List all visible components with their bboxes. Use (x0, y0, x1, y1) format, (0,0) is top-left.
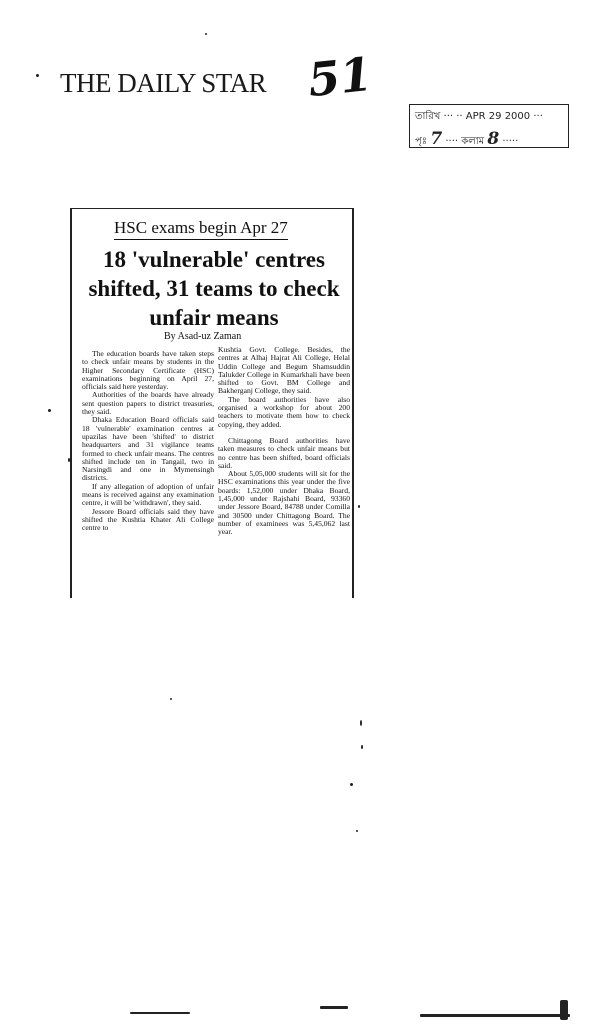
scan-speck (68, 458, 70, 462)
article-kicker: HSC exams begin Apr 27 (114, 218, 288, 240)
article-column-right (218, 346, 350, 537)
scan-speck (560, 1000, 568, 1020)
scan-speck (320, 1006, 348, 1009)
paragraph: Dhaka Education Board officials said 18 'vulnerable' examination centres at upazilas have been 'shifted' to district headquarters and 31 vigilance teams formed to check unfair means. The centres shifted include ten in Tangail, two in Narsingdi and one in Mymensingh districts. (82, 415, 214, 483)
paragraph: Kushtia Govt. College. Besides, the centres at Alhaj Hajrat Ali College, Helal Uddin College and Begum Shamsuddin Talukder College in Kumarkhali have been shifted to Govt. BM College and Bakherganj College, they said. (218, 345, 350, 396)
paragraph: The board authorities have also organised a workshop for about 200 teachers to motivate them how to check copying, they added. (218, 394, 350, 429)
scan-speck (170, 698, 172, 700)
article-headline: 18 'vulnerable' centres shifted, 31 teams to check unfair means (88, 247, 340, 330)
archive-date-stamp (409, 104, 569, 148)
scan-speck (360, 720, 362, 726)
scan-speck (420, 1014, 570, 1017)
stamp-date-row: তারিখ ··· ·· APR 29 2000 ··· (415, 111, 543, 122)
stamp-column-label: কলাম (461, 136, 485, 147)
paragraph: Authorities of the boards have already sent question papers to district treasuries, they said. (82, 390, 214, 417)
handwritten-file-number: 51 (305, 46, 375, 108)
paragraph: If any allegation of adoption of unfair means is received against any examination centre, it will be 'withdrawn', they said. (82, 481, 214, 508)
stamp-page-label: পৃঃ (415, 136, 428, 147)
scan-speck (205, 33, 207, 35)
article-column-left (82, 350, 214, 533)
scan-speck (36, 74, 39, 77)
stamp-column-value: 8 (487, 129, 500, 149)
scan-speck (361, 745, 363, 749)
scan-speck (130, 1012, 190, 1014)
paragraph: About 5,05,000 students will sit for the HSC examinations this year under the five boards: 1,52,000 under Dhaka Board, 1,45,000 under Rajshahi Board, 93360 under Jessore Board, 84788 under Comilla and 30500 under Chittagong Board. The number of examinees was 5,45,062 last year. (218, 469, 350, 537)
stamp-page-row: পৃঃ 7 ···· কলাম 8 ····· (415, 129, 519, 149)
scan-speck (356, 830, 358, 832)
scan-speck (358, 505, 360, 508)
newspaper-masthead: THE DAILY STAR (60, 68, 267, 98)
stamp-date-label: তারিখ (415, 111, 441, 122)
stamp-date-value: APR 29 2000 (465, 111, 531, 122)
article-byline: By Asad-uz Zaman (164, 331, 242, 342)
stamp-page-value: 7 (430, 129, 443, 149)
scan-speck (48, 409, 51, 412)
paragraph: Chittagong Board authorities have taken measures to check unfair means but no centre has been shifted, board officials said. (218, 435, 350, 470)
scan-speck (350, 783, 353, 786)
paragraph: The education boards have taken steps to check unfair means by students in the Higher Secondary Certificate (HSC) examinations beginning on April 27, officials said here yesterday. (82, 349, 214, 392)
paragraph: Jessore Board officials said they have shifted the Kushtia Khater Ali College centre to (82, 506, 214, 533)
